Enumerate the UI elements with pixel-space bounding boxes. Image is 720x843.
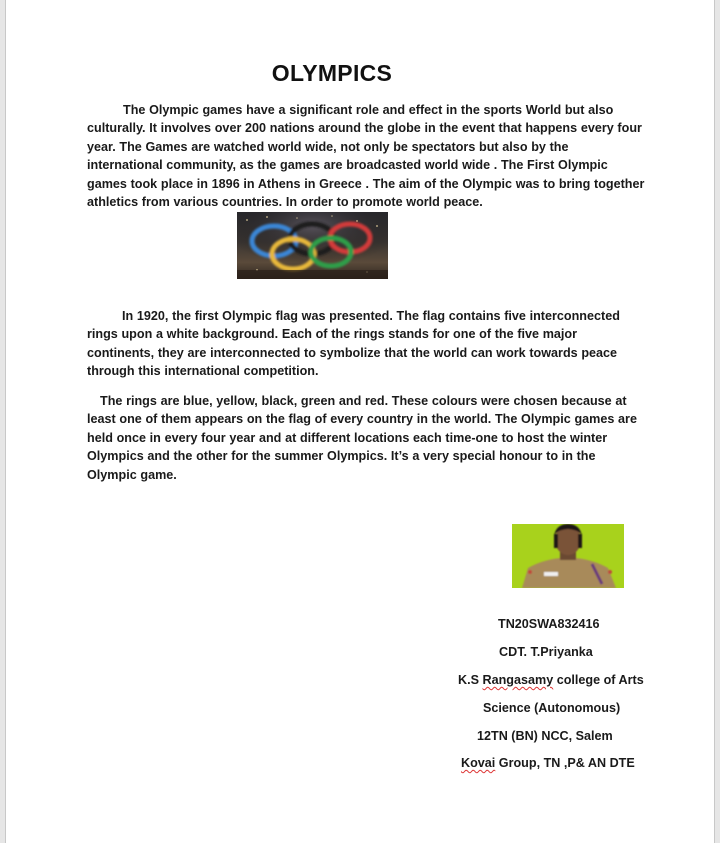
page-title: OLYMPICS [271,60,393,86]
group-suffix: Group, TN ,P& AN DTE [495,756,635,770]
college-suffix: college of Arts [553,673,644,687]
olympic-rings-photo [237,212,388,279]
document-page [6,0,714,843]
spellcheck-flagged-word: Rangasamy [482,673,554,687]
cadet-id: TN20SWA832416 [498,617,600,631]
college-prefix: K.S [458,673,483,687]
college-line-1 [458,673,644,687]
ncc-unit: 12TN (BN) NCC, Salem [477,729,613,743]
cadet-name: CDT. T.Priyanka [499,645,593,659]
ncc-group [461,756,635,770]
olympic-rings-icon [237,212,388,279]
college-line-2: Science (Autonomous) [483,701,621,715]
paragraph-intro: The Olympic games have a significant role and effect in the sports World but also culturally. It involves over 200 nations around the globe in the event that happens every four year. The Games are watched world wide, not only be spectators but also by the international community, as the games are broadcasted world wide . The First Olympic games took place in 1896 in Athens in Greece . The aim of the Olympic was to bring together athletics from various countries. In order to promote world peace. [87,103,645,210]
paragraph-flag: In 1920, the first Olympic flag was presented. The flag contains five interconnected rings upon a white background. Each of the rings stands for one of the five major continents, they are interconnected to symbolize that the world can work towards peace through this international competition. [87,309,620,379]
paragraph-colours: The rings are blue, yellow, black, green and red. These colours were chosen because at least one of them appears on the flag of every country in the world. The Olympic games are held once in every four year and at different locations each time-one to host the winter Olympics and the other for the summer Olympics. It’s a very special honour to in the Olympic game. [87,394,637,482]
spellcheck-flagged-word: Kovai [461,756,496,770]
cadet-portrait-photo [512,524,624,588]
page-edge-right [714,0,720,843]
portrait-figure-icon [512,524,624,588]
